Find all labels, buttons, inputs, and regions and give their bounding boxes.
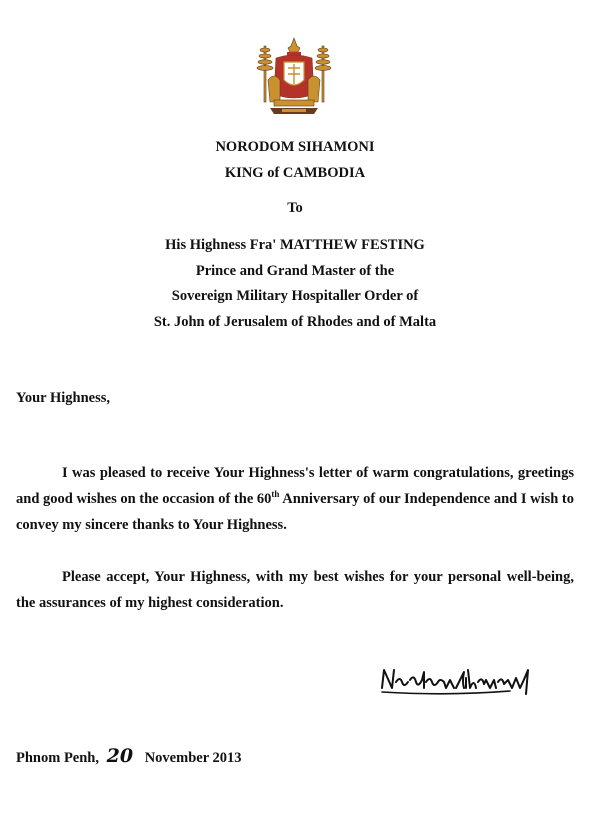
dateline-place: Phnom Penh,: [16, 750, 99, 766]
recipient-line-1: His Highness Fra' MATTHEW FESTING: [165, 237, 425, 253]
sender-name: NORODOM SIHAMONI: [215, 139, 375, 155]
ordinal-suffix: th: [271, 489, 280, 500]
royal-arms-of-cambodia-icon: [256, 36, 332, 118]
recipient-line-2: Prince and Grand Master of the: [195, 262, 395, 279]
dateline: [16, 745, 242, 767]
body-p1-after: Anniversary of our Independence and I wish to convey my sincere thanks to Your Highness.: [16, 491, 575, 533]
to-label: To: [287, 200, 303, 216]
body-paragraph-2: Please accept, Your Highness, with my best wishes for your personal well-being, the assurances of my highest consideration.: [16, 569, 574, 611]
body-paragraph-1: [16, 460, 574, 538]
recipient-line-4: St. John of Jerusalem of Rhodes and of Malta: [153, 313, 437, 330]
handwritten-signature-icon: [378, 658, 538, 698]
body-p1-before: I was pleased to receive Your Highness's letter of warm congratulations, greetings and good wishes on the occasion of the 60: [16, 465, 574, 507]
dateline-month-year: November 2013: [144, 750, 242, 766]
recipient-line-3: Sovereign Military Hospitaller Order of: [171, 288, 419, 304]
sender-block: [0, 134, 590, 186]
dateline-day: 20: [106, 745, 134, 767]
salutation: Your Highness,: [16, 390, 111, 406]
sender-title: KING of CAMBODIA: [224, 165, 366, 181]
recipient-block: [0, 233, 590, 335]
